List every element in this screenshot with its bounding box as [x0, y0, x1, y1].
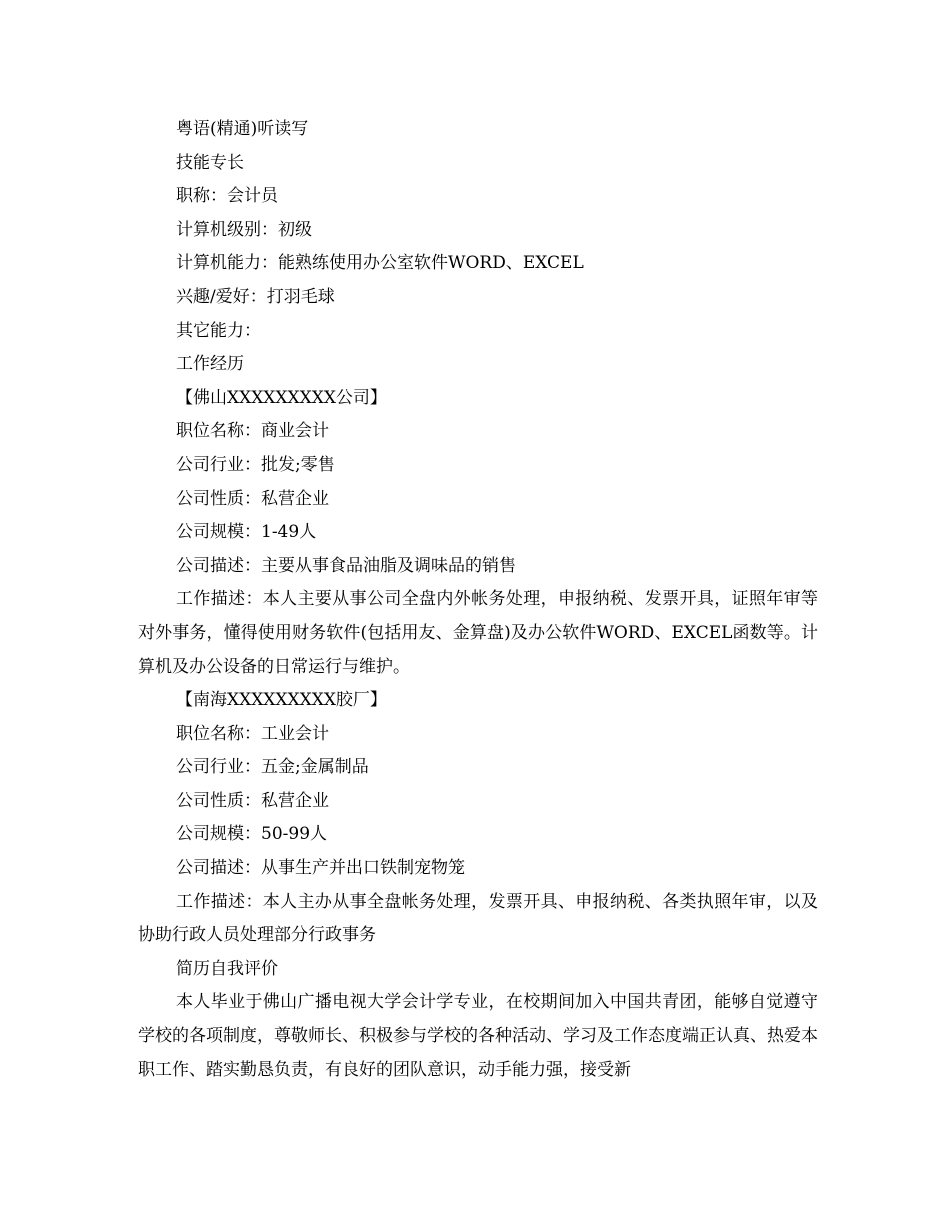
self-eval-heading: 简历自我评价 — [176, 958, 278, 979]
job-2-position: 职位名称：工业会计 — [176, 723, 329, 744]
job-1-nature: 公司性质：私营企业 — [176, 488, 329, 509]
job-1-description: 公司描述：主要从事食品油脂及调味品的销售 — [176, 555, 516, 576]
computer-ability-line: 计算机能力：能熟练使用办公室软件WORD、EXCEL — [176, 253, 584, 274]
resume-body — [138, 113, 818, 1087]
job-2-nature: 公司性质：私营企业 — [176, 790, 329, 811]
hobby-line: 兴趣/爱好：打羽毛球 — [176, 286, 335, 307]
job-1-position: 职位名称：商业会计 — [176, 421, 329, 442]
job-2-company: 【南海XXXXXXXXX胶厂】 — [176, 690, 387, 711]
job-1-company: 【佛山XXXXXXXXX公司】 — [176, 387, 387, 408]
other-ability-line: 其它能力： — [176, 320, 261, 341]
job-1-work-description: 工作描述：本人主要从事公司全盘内外帐务处理，申报纳税、发票开具，证照年审等对外事务，懂得使用财务软件(包括用友、金算盘)及办公软件WORD、EXCEL函数等。计算机及办公设备的日常运行与维护。 — [138, 589, 818, 677]
computer-level-line: 计算机级别：初级 — [176, 219, 312, 240]
job-2-description: 公司描述：从事生产并出口铁制宠物笼 — [176, 858, 465, 879]
job-2-work-description: 工作描述：本人主办从事全盘帐务处理，发票开具、申报纳税、各类执照年审，以及协助行政人员处理部分行政事务 — [138, 891, 818, 946]
work-heading: 工作经历 — [176, 354, 244, 375]
skills-heading: 技能专长 — [176, 152, 244, 173]
job-1-industry: 公司行业：批发;零售 — [176, 454, 335, 475]
self-eval-paragraph: 本人毕业于佛山广播电视大学会计学专业，在校期间加入中国共青团，能够自觉遵守学校的各项制度，尊敬师长、积极参与学校的各种活动、学习及工作态度端正认真、热爱本职工作、踏实勤恳负责，有良好的团队意识，动手能力强，接受新 — [138, 992, 818, 1080]
language-line: 粤语(精通)听读写 — [176, 119, 309, 139]
job-2-industry: 公司行业：五金;金属制品 — [176, 757, 369, 778]
title-line: 职称：会计员 — [176, 186, 278, 207]
job-1-scale: 公司规模：1-49人 — [176, 522, 317, 543]
job-2-scale: 公司规模：50-99人 — [176, 824, 328, 845]
